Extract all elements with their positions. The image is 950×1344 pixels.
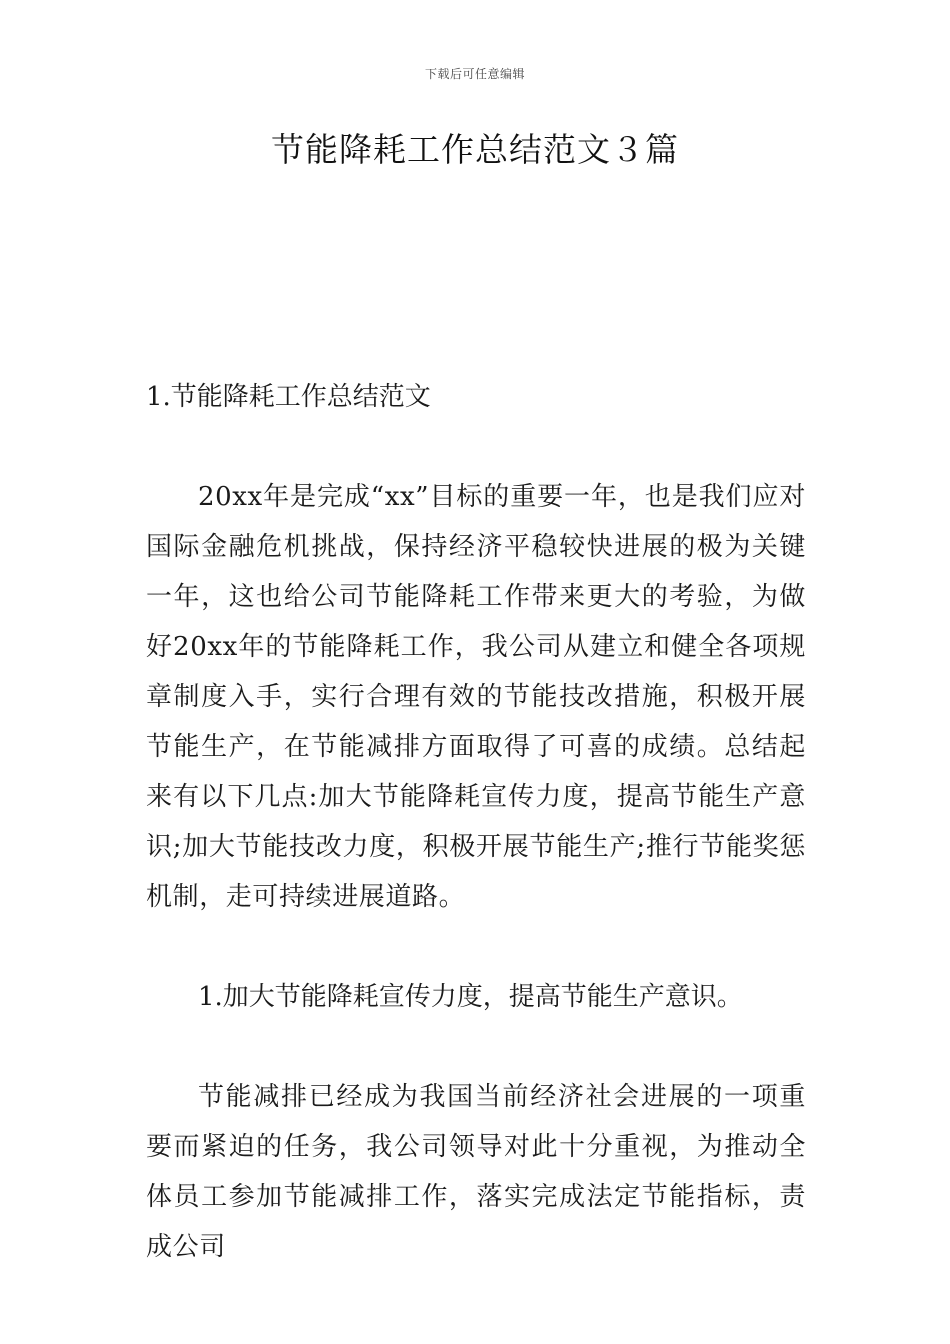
document-title: 节能降耗工作总结范文３篇 — [271, 130, 679, 169]
sub-heading: 1.加大节能降耗宣传力度，提高节能生产意识。 — [198, 982, 743, 1012]
header-note: 下载后可任意编辑 — [424, 67, 525, 81]
section-heading: 1.节能降耗工作总结范文 — [146, 382, 431, 412]
document-body — [146, 372, 806, 1272]
body-paragraph: 节能减排已经成为我国当前经济社会进展的一项重要而紧迫的任务，我公司领导对此十分重视，为推动全体员工参加节能减排工作，落实完成法定节能指标，责成公司 — [146, 1082, 806, 1262]
body-paragraph: 20xx年是完成“xx”目标的重要一年，也是我们应对国际金融危机挑战，保持经济平稳较快进展的极为关键一年，这也给公司节能降耗工作带来更大的考验，为做好20xx年的节能降耗工作，我公司从建立和健全各项规章制度入手，实行合理有效的节能技改措施，积极开展节能生产，在节能减排方面取得了可喜的成绩。总结起来有以下几点:加大节能降耗宣传力度，提高节能生产意识;加大节能技改力度，积极开展节能生产;推行节能奖惩机制，走可持续进展道路。 — [146, 482, 806, 912]
